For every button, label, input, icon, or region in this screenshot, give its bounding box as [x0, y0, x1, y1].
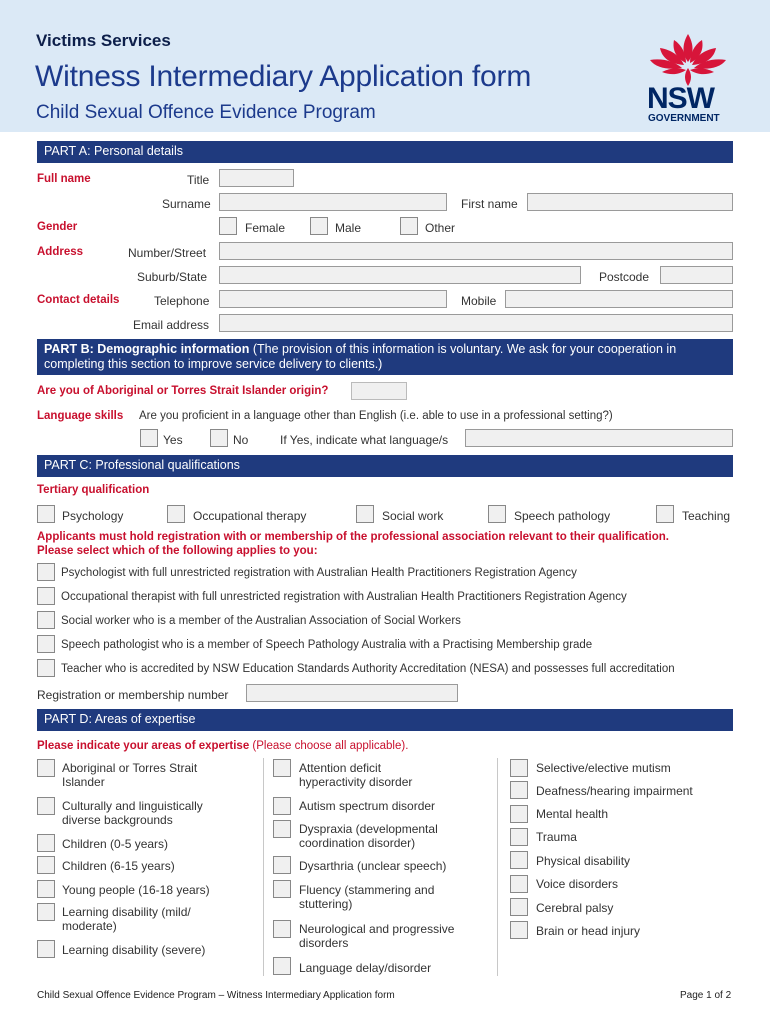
- expertise-checkbox[interactable]: [37, 903, 55, 921]
- first-name-label: First name: [461, 197, 518, 211]
- if-yes-label: If Yes, indicate what language/s: [280, 433, 449, 447]
- applicants-instruction: Applicants must hold registration with or membership of the professional association relevant to their qualification.: [37, 531, 669, 543]
- language-input[interactable]: [465, 429, 733, 447]
- expertise-label: Autism spectrum disorder: [299, 799, 436, 813]
- registration-number-input[interactable]: [246, 684, 458, 702]
- expertise-checkbox[interactable]: [510, 898, 528, 916]
- expertise-checkbox[interactable]: [37, 940, 55, 958]
- expertise-checkbox[interactable]: [273, 880, 291, 898]
- registration-number-label: Registration or membership number: [37, 688, 229, 702]
- mobile-label: Mobile: [461, 294, 497, 308]
- page-number: Page 1 of 2: [680, 990, 732, 1001]
- expertise-label: Selective/elective mutism: [536, 761, 671, 775]
- expertise-label: Culturally and linguistically diverse backgrounds: [62, 799, 203, 827]
- page-subtitle: Child Sexual Offence Evidence Program: [36, 102, 376, 123]
- title-input[interactable]: [219, 169, 294, 187]
- male-checkbox[interactable]: [310, 217, 328, 235]
- first-name-input[interactable]: [527, 193, 733, 211]
- telephone-input[interactable]: [219, 290, 447, 308]
- other-checkbox[interactable]: [400, 217, 418, 235]
- column-divider: [497, 758, 498, 976]
- female-checkbox[interactable]: [219, 217, 237, 235]
- speech-pathologist-option-checkbox[interactable]: [37, 635, 55, 653]
- surname-input[interactable]: [219, 193, 447, 211]
- expertise-checkbox[interactable]: [510, 805, 528, 823]
- expertise-label: Children (6-15 years): [62, 859, 175, 873]
- expertise-checkbox[interactable]: [37, 797, 55, 815]
- part-a-heading: PART A: Personal details: [37, 141, 733, 163]
- address-label: Address: [37, 246, 84, 258]
- language-yes-checkbox[interactable]: [140, 429, 158, 447]
- expertise-checkbox[interactable]: [510, 781, 528, 799]
- ot-option-checkbox[interactable]: [37, 587, 55, 605]
- psychologist-option-checkbox[interactable]: [37, 563, 55, 581]
- expertise-label: Deafness/hearing impairment: [536, 784, 693, 798]
- expertise-checkbox[interactable]: [37, 856, 55, 874]
- tertiary-label: Tertiary qualification: [37, 484, 150, 496]
- expertise-label: Dyspraxia (developmental coordination disorder): [299, 822, 438, 850]
- expertise-label: Language delay/disorder: [299, 961, 432, 975]
- part-d-heading: PART D: Areas of expertise: [37, 709, 733, 731]
- expertise-label: Neurological and progressive disorders: [299, 922, 455, 950]
- number-street-label: Number/Street: [128, 246, 207, 260]
- applicants-instruction-2: Please select which of the following applies to you:: [37, 545, 318, 557]
- part-b-heading-rest: (The provision of this information is voluntary. We ask for your cooperation in: [249, 342, 677, 356]
- waratah-icon: [640, 32, 736, 88]
- expertise-checkbox[interactable]: [510, 759, 528, 777]
- expertise-checkbox[interactable]: [37, 880, 55, 898]
- org-name: Victims Services: [36, 31, 171, 50]
- expertise-checkbox[interactable]: [37, 834, 55, 852]
- part-b-heading: [37, 339, 733, 375]
- part-b-heading-bold: PART B: Demographic information: [44, 342, 250, 356]
- suburb-state-input[interactable]: [219, 266, 581, 284]
- full-name-label: Full name: [37, 173, 91, 185]
- language-skills-label: Language skills: [37, 410, 124, 422]
- qual-label: Social work: [382, 509, 444, 523]
- registration-option-label: Occupational therapist with full unrestricted registration with Australian Health Practitioners Registration Agency: [61, 591, 627, 603]
- speech-pathology-checkbox[interactable]: [488, 505, 506, 523]
- qual-label: Occupational therapy: [193, 509, 307, 523]
- social-work-checkbox[interactable]: [356, 505, 374, 523]
- expertise-checkbox[interactable]: [273, 957, 291, 975]
- expertise-checkbox[interactable]: [273, 759, 291, 777]
- other-label: Other: [425, 221, 456, 235]
- language-question: Are you proficient in a language other than English (i.e. able to use in a professional setting?): [139, 410, 613, 422]
- column-divider: [263, 758, 264, 976]
- footer-text: Child Sexual Offence Evidence Program – Witness Intermediary Application form: [37, 990, 395, 1001]
- expertise-instruction-rest: (Please choose all applicable).: [249, 740, 409, 752]
- expertise-label: Children (0-5 years): [62, 837, 169, 851]
- female-label: Female: [245, 221, 286, 235]
- mobile-input[interactable]: [505, 290, 733, 308]
- expertise-label: Cerebral palsy: [536, 901, 614, 915]
- language-no-checkbox[interactable]: [210, 429, 228, 447]
- expertise-label: Learning disability (severe): [62, 943, 206, 957]
- suburb-state-label: Suburb/State: [137, 270, 208, 284]
- postcode-label: Postcode: [599, 270, 650, 284]
- aboriginal-question: Are you of Aboriginal or Torres Strait Islander origin?: [37, 385, 329, 397]
- expertise-instruction-red: Please indicate your areas of expertise: [37, 740, 250, 752]
- expertise-label: Young people (16-18 years): [62, 883, 210, 897]
- gender-label: Gender: [37, 221, 78, 233]
- social-worker-option-checkbox[interactable]: [37, 611, 55, 629]
- expertise-label: Physical disability: [536, 854, 631, 868]
- registration-option-label: Teacher who is accredited by NSW Education Standards Authority Accreditation (NESA) and possesses full accreditation: [61, 663, 675, 675]
- expertise-checkbox[interactable]: [510, 875, 528, 893]
- aboriginal-select[interactable]: [351, 382, 407, 400]
- registration-option-label: Speech pathologist who is a member of Speech Pathology Australia with a Practising Membership grade: [61, 639, 593, 651]
- expertise-checkbox[interactable]: [273, 856, 291, 874]
- expertise-checkbox[interactable]: [273, 820, 291, 838]
- part-b-heading-line2: completing this section to improve service delivery to clients.): [44, 357, 383, 371]
- expertise-label: Dysarthria (unclear speech): [299, 859, 447, 873]
- language-yes-label: Yes: [163, 433, 183, 447]
- postcode-input[interactable]: [660, 266, 733, 284]
- email-input[interactable]: [219, 314, 733, 332]
- teaching-checkbox[interactable]: [656, 505, 674, 523]
- contact-details-label: Contact details: [37, 294, 120, 306]
- expertise-label: Learning disability (mild/ moderate): [62, 905, 191, 933]
- expertise-checkbox[interactable]: [510, 851, 528, 869]
- teacher-option-checkbox[interactable]: [37, 659, 55, 677]
- expertise-checkbox[interactable]: [510, 828, 528, 846]
- male-label: Male: [335, 221, 362, 235]
- part-c-heading: PART C: Professional qualifications: [37, 455, 733, 477]
- expertise-label: Mental health: [536, 807, 609, 821]
- expertise-label: Brain or head injury: [536, 924, 641, 938]
- expertise-checkbox[interactable]: [510, 921, 528, 939]
- qual-label: Speech pathology: [514, 509, 611, 523]
- qual-label: Psychology: [62, 509, 124, 523]
- expertise-label: Aboriginal or Torres Strait Islander: [62, 761, 198, 789]
- expertise-label: Voice disorders: [536, 877, 619, 891]
- logo-nsw-text: NSW: [647, 82, 714, 115]
- email-label: Email address: [133, 318, 210, 332]
- logo-government-text: GOVERNMENT: [648, 113, 720, 124]
- surname-label: Surname: [162, 197, 211, 211]
- number-street-input[interactable]: [219, 242, 733, 260]
- language-no-label: No: [233, 433, 249, 447]
- telephone-label: Telephone: [154, 294, 210, 308]
- expertise-label: Fluency (stammering and stuttering): [299, 883, 435, 911]
- expertise-checkbox[interactable]: [37, 759, 55, 777]
- page-title: Witness Intermediary Application form: [35, 60, 532, 93]
- expertise-label: Attention deficit hyperactivity disorder: [299, 761, 413, 789]
- registration-option-label: Psychologist with full unrestricted registration with Australian Health Practitioners Registration Agency: [61, 567, 577, 579]
- expertise-checkbox[interactable]: [273, 797, 291, 815]
- expertise-instruction: [37, 740, 408, 752]
- qual-label: Teaching: [682, 509, 731, 523]
- expertise-checkbox[interactable]: [273, 920, 291, 938]
- expertise-label: Trauma: [536, 830, 577, 844]
- occupational-therapy-checkbox[interactable]: [167, 505, 185, 523]
- psychology-checkbox[interactable]: [37, 505, 55, 523]
- registration-option-label: Social worker who is a member of the Australian Association of Social Workers: [61, 615, 461, 627]
- nsw-logo: [640, 32, 736, 124]
- title-label: Title: [187, 173, 210, 187]
